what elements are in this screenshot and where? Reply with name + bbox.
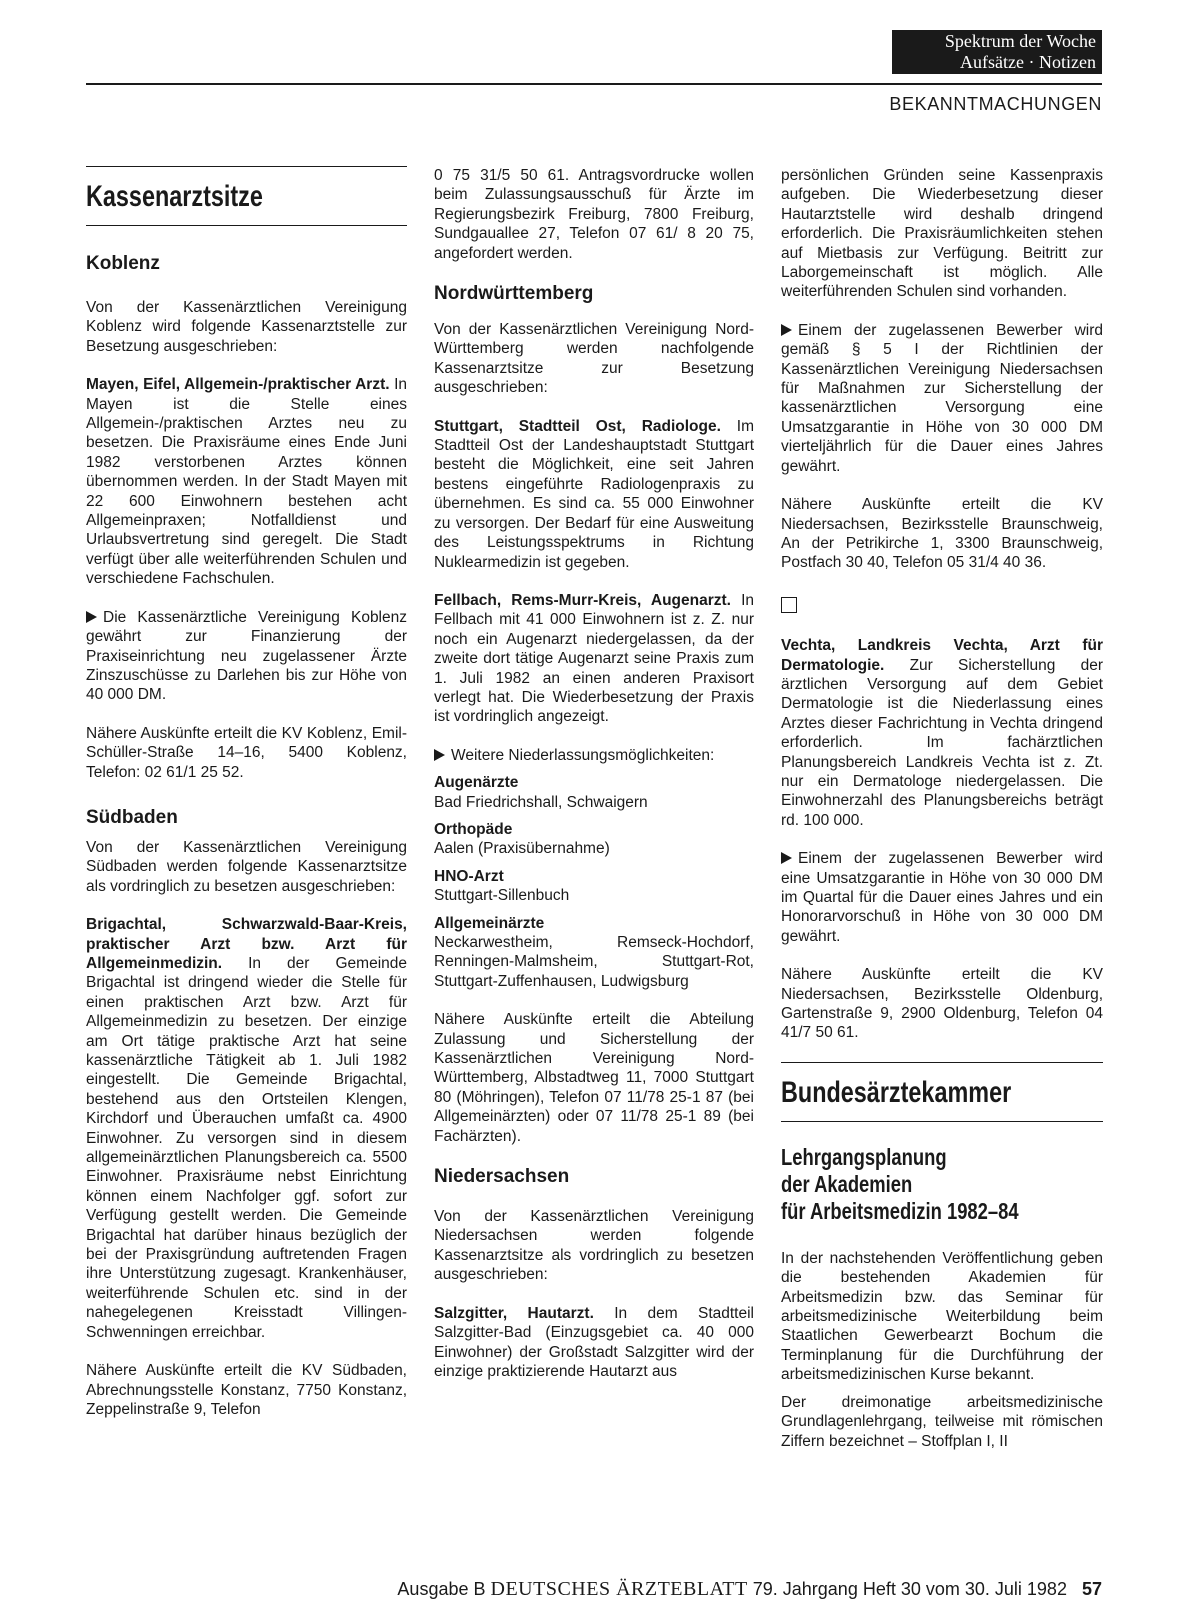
niedersachsen-intro: Von der Kassenärztlichen Vereinigung Niedersachsen werden folgende Kassenarztsitze als vordringlich zu besetzen ausgeschrieben: [434,1208,754,1284]
braunschweig-contact: Nähere Auskünfte erteilt die KV Niedersachsen, Bezirksstelle Braunschweig, An der Petrikirche 1, 3300 Braunschweig, Postfach 30 40, Telefon 05 31/4 40 36. [781,496,1103,572]
section-badge-line1: Spektrum der Woche [944,31,1096,51]
arrow-icon [434,749,445,761]
suedbaden-brigachtal [86,915,407,1342]
footer-issue: 79. Jahrgang Heft 30 vom 30. Juli 1982 [752,1579,1067,1599]
nordwuerttemberg-fellbach: Fellbach, Rems-Murr-Kreis, Augenarzt. In Fellbach mit 41 000 Einwohnern ist z. Z. nur noch ein Augenarzt niedergelassen, da der zweite dort tätige Augenarzt seine Praxis zum 1. Juli 1982 an einen anderen Praxisort verlegt hat. Die Wiederbesetzung der Praxis ist vordringlich angezeigt. [434,591,754,726]
list-item: Orthopäde Aalen (Praxisübernahme) [434,820,610,858]
article-subtitle: Lehrgangsplanung der Akademien für Arbeitsmedizin 1982–84 [781,1143,1019,1224]
koblenz-intro: Von der Kassenärztlichen Vereinigung Koblenz wird folgende Kassenarztstelle zur Besetzung ausgeschrieben: [86,299,407,355]
header-rule [86,83,1102,85]
column-1 [86,166,407,1419]
vechta-lead: Vechta, Landkreis Vechta, Arzt für Dermatologie. [781,637,1103,674]
nordwuerttemberg-contact: Nähere Auskünfte erteilt die Abteilung Zulassung und Sicherstellung der Kassenärztlichen Vereinigung Nord-Württemberg, Albstadtweg 11, 7000 Stuttgart 80 (Möhringen), Telefon 07 11/78 25-1 87 (bei Allgemeinärzten) oder 07 11/78 25-1 89 (bei Fachärzten). [434,1011,754,1145]
heading-koblenz: Koblenz [86,253,160,274]
article-intro: In der nachstehenden Veröffentlichung geben die bestehenden Akademien für Arbeitsmedizin bzw. das Seminar für arbeitsmedizinische Weiterbildung beim Staatlichen Gewerbearzt Bochum die Terminplanung für die Durchführung der arbeitsmedizinischen Kurse bekannt. [781,1249,1103,1384]
suedbaden-brigachtal-lead: Brigachtal, Schwarzwald-Baar-Kreis, praktischer Arzt bzw. Arzt für Allgemeinmedizin. [86,916,407,972]
section-label: BEKANNTMACHUNGEN [889,94,1102,114]
koblenz-mayen-text: In Mayen ist die Stelle eines Allgemein-/praktischen Arztes neu zu besetzen. Die Praxisräume eines Ende Juni 1982 verstorbenen Arztes können übernommen werden. In der Stadt Mayen mit 22 600 Einwohnern bestehen acht Allgemeinpraxen; Notfalldienst und Urlaubsvertretung sind geregelt. Die Stadt verfügt über alle weiterführenden Schulen und verschiedene Fachschulen. [86,376,407,588]
nordwuerttemberg-stuttgart-lead: Stuttgart, Stadtteil Ost, Radiologe. [434,417,721,435]
section-badge-line2: Aufsätze · Notizen [960,52,1096,72]
column-2 [434,166,754,1381]
heading-suedbaden: Südbaden [86,806,178,828]
niedersachsen-salzgitter: Salzgitter, Hautarzt. In dem Stadtteil Salzgitter-Bad (Einzugsgebiet ca. 40 000 Einwohner) der Großstadt Salzgitter wird der einzige praktizierende Hautarzt aus [434,1304,754,1380]
article-body: Der dreimonatige arbeitsmedizinische Grundlagenlehrgang, teilweise mit römischen Ziffern bezeichnet – Stoffplan I, II [781,1393,1103,1450]
arrow-icon [781,852,792,864]
koblenz-financing: Die Kassenärztliche Vereinigung Koblenz gewährt zur Finanzierung der Praxiseinrichtung neu zugelassener Ärzte Zinszuschüsse zu Darlehen bis zur Höhe von 40 000 DM. [86,608,407,704]
title-rule-top [86,166,407,167]
nordwuerttemberg-stuttgart: Stuttgart, Stadtteil Ost, Radiologe. Im Stadtteil Ost der Landeshauptstadt Stuttgart besteht die Möglichkeit, eine seit Jahren bestens eingeführte Radiologenpraxis zu übernehmen. Es sind ca. 55 000 Einwohner zu versorgen. Der Bedarf für eine Ausweitung des Leistungsspektrums in Richtung Nuklearmedizin ist gegeben. [434,417,754,571]
main-title: Kassenarztsitze [86,180,263,213]
page-number: 57 [1081,1579,1102,1599]
column-3 [781,166,1103,1451]
vechta-guarantee: Einem der zugelassenen Bewerber wird eine Umsatzgarantie in Höhe von 30 000 DM im Quartal für die Dauer eines Jahres und ein Honorarvorschuß in Höhe von 30 000 DM gewährt. [781,850,1103,945]
vechta-entry: Vechta, Landkreis Vechta, Arzt für Dermatologie. Zur Sicherstellung der ärztlichen Versorgung auf dem Gebiet Dermatologie ist die Niederlassung eines Arztes dieser Fachrichtung in Vechta dringend erforderlich. Im fachärztlichen Planungsbereich Landkreis Vechta ist z. Zt. nur ein Dermatologe niedergelassen. Die Einwohnerzahl des Planungsbereichs beträgt rd. 100 000. [781,637,1103,829]
koblenz-mayen-lead: Mayen, Eifel, Allgemein-/praktischer Arzt. [86,376,390,394]
list-item: Allgemeinärzte Neckarwestheim, Remseck-Hochdorf, Renningen-Malmsheim, Stuttgart-Rot, Stuttgart-Zuffenhausen, Ludwigsburg [434,914,754,990]
salzgitter-guarantee: Einem der zugelassenen Bewerber wird gemäß § 5 I der Richtlinien der Kassenärztlichen Vereinigung Niedersachsen für Maßnahmen zur Sicherstellung der kassenärztlichen Versorgung eine Umsatzgarantie in Höhe von 30 000 DM vierteljährlich für die Dauer eines Jahres gewährt. [781,321,1103,475]
title2-rule-top [781,1062,1103,1063]
suedbaden-intro: Von der Kassenärztlichen Vereinigung Südbaden werden folgende Kassenarztsitze als vordringlich zu besetzen ausgeschrieben: [86,838,407,895]
page-footer [86,1578,1102,1601]
salzgitter-continued: persönlichen Gründen seine Kassenpraxis aufgeben. Die Wiederbesetzung dieser Hautarztstelle wird deshalb dringend erforderlich. Die Praxisräumlichkeiten stehen auf Mietbasis zur Verfügung. Beitritt zur Laborgemeinschaft ist möglich. Alle weiterführenden Schulen sind vorhanden. [781,167,1103,301]
koblenz-contact: Nähere Auskünfte erteilt die KV Koblenz, Emil-Schüller-Straße 14–16, 5400 Koblenz, Telefon: 02 61/1 25 52. [86,724,407,781]
oldenburg-contact: Nähere Auskünfte erteilt die KV Niedersachsen, Bezirksstelle Oldenburg, Gartenstraße 9, 2900 Oldenburg, Telefon 04 41/7 50 61. [781,966,1103,1042]
footer-edition: Ausgabe B [397,1579,486,1599]
nordwuerttemberg-fellbach-lead: Fellbach, Rems-Murr-Kreis, Augenarzt. [434,591,731,609]
title2-rule-bottom [781,1121,1103,1122]
list-item: HNO-Arzt Stuttgart-Sillenbuch [434,867,570,905]
list-item: Augenärzte Bad Friedrichshall, Schwaigern [434,774,648,811]
niedersachsen-salzgitter-lead: Salzgitter, Hautarzt. [434,1304,594,1322]
footer-magazine: DEUTSCHES ÄRZTEBLATT [490,1578,748,1600]
heading-nordwuerttemberg: Nordwürttemberg [434,283,594,305]
nordwuerttemberg-intro: Von der Kassenärztlichen Vereinigung Nord-Württemberg werden nachfolgende Kassenarztsitze zur Besetzung ausgeschrieben: [434,321,754,397]
suedbaden-contact-continued: 0 75 31/5 50 61. Antragsvordrucke wollen beim Zulassungsausschuß für Ärzte im Regierungsbezirk Freiburg, 7800 Freiburg, Sundgauallee 27, Telefon 07 61/ 8 20 75, angefordert werden. [434,167,754,262]
section-badge [892,30,1102,74]
heading-niedersachsen: Niedersachsen [434,1166,570,1188]
suedbaden-brigachtal-text: In der Gemeinde Brigachtal ist dringend wieder die Stelle für einen praktischen Arzt bzw. Arzt für Allgemeinmedizin zu besetzen. Der einzige am Ort tätige praktische Arzt hat seine kassenärztliche Tätigkeit ab 1. Juli 1982 eingestellt. Die Gemeinde Brigachtal, bestehend aus den Ortsteilen Klengen, Kirchdorf und Überauchen umfaßt ca. 4900 Einwohner. Zu versorgen sind in diesem allgemeinärztlichen Planungsbereich ca. 5500 Einwohner. Praxisräume nebst Einrichtung können einem Nachfolger ggf. sofort zur Verfügung gestellt werden. Die Gemeinde Brigachtal hat darüber hinaus bezüglich der bei der Praxisgründung auftretenden Fragen ihre Unterstützung zugesagt. Krankenhäuser, weiterführende Schulen etc. sind in der nahegelegenen Kreisstadt Villingen-Schwenningen erreichbar. [86,954,407,1341]
bundesaerztekammer-title: Bundesärztekammer [781,1075,1012,1109]
title-rule-bottom [86,225,407,226]
koblenz-mayen [86,375,407,588]
suedbaden-contact: Nähere Auskünfte erteilt die KV Südbaden, Abrechnungsstelle Konstanz, 7750 Konstanz, Zeppelinstraße 9, Telefon [86,1362,407,1418]
arrow-icon [86,611,97,623]
arrow-icon [781,324,792,336]
checkbox-icon [781,597,797,613]
nordwuerttemberg-more: Weitere Niederlassungsmöglichkeiten: [434,746,754,765]
